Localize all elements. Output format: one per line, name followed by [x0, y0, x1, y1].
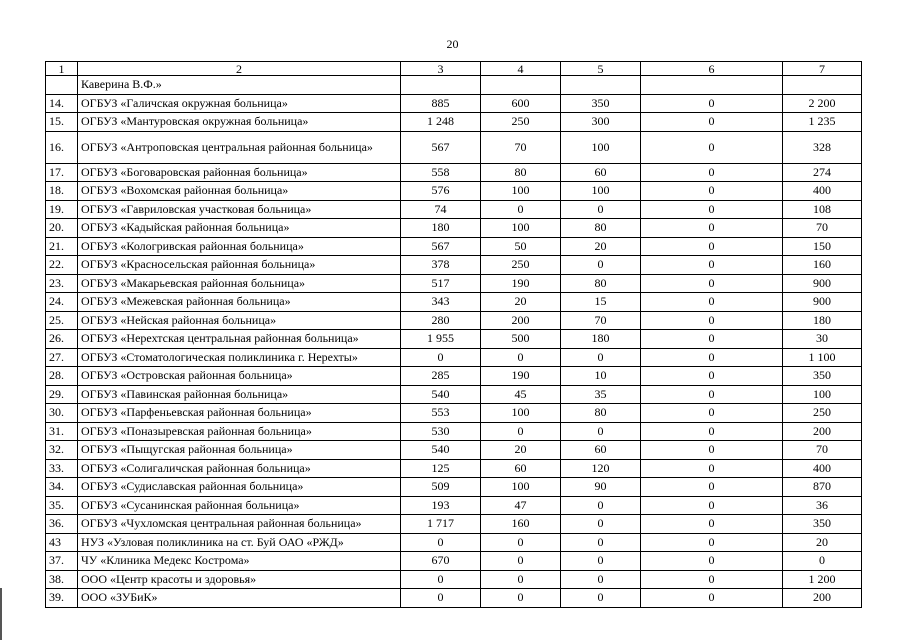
value-col-4	[481, 76, 561, 95]
value-col-7: 0	[783, 552, 862, 571]
organization-name: ОГБУЗ «Сусанинская районная больница»	[78, 496, 401, 515]
value-col-7: 350	[783, 515, 862, 534]
value-col-5: 80	[561, 404, 641, 423]
organization-name: ООО «Центр красоты и здоровья»	[78, 570, 401, 589]
value-col-7: 328	[783, 131, 862, 163]
value-col-6: 0	[641, 131, 783, 163]
value-col-7: 350	[783, 367, 862, 386]
value-col-5: 80	[561, 274, 641, 293]
value-col-4: 190	[481, 367, 561, 386]
row-number: 17.	[46, 163, 78, 182]
value-col-6: 0	[641, 200, 783, 219]
value-col-5: 35	[561, 385, 641, 404]
organization-name: ОГБУЗ «Вохомская районная больница»	[78, 182, 401, 201]
value-col-3: 670	[401, 552, 481, 571]
row-number: 25.	[46, 311, 78, 330]
value-col-5: 300	[561, 113, 641, 132]
value-col-7: 160	[783, 256, 862, 275]
organization-name: ОГБУЗ «Красносельская районная больница»	[78, 256, 401, 275]
value-col-4: 80	[481, 163, 561, 182]
value-col-6: 0	[641, 385, 783, 404]
value-col-6: 0	[641, 219, 783, 238]
value-col-5: 20	[561, 237, 641, 256]
value-col-6: 0	[641, 570, 783, 589]
column-header: 5	[561, 62, 641, 76]
value-col-7	[783, 76, 862, 95]
value-col-3: 1 717	[401, 515, 481, 534]
row-number: 28.	[46, 367, 78, 386]
table-row	[46, 200, 862, 219]
value-col-6: 0	[641, 367, 783, 386]
value-col-7: 150	[783, 237, 862, 256]
organization-name: ОГБУЗ «Стоматологическая поликлиника г. Нерехты»	[78, 348, 401, 367]
value-col-5: 0	[561, 570, 641, 589]
organization-name: ОГБУЗ «Галичская окружная больница»	[78, 94, 401, 113]
table-row	[46, 163, 862, 182]
row-number: 22.	[46, 256, 78, 275]
value-col-5: 0	[561, 515, 641, 534]
value-col-6: 0	[641, 256, 783, 275]
value-col-4: 200	[481, 311, 561, 330]
value-col-5: 0	[561, 422, 641, 441]
value-col-6: 0	[641, 182, 783, 201]
value-col-4: 0	[481, 533, 561, 552]
row-number: 36.	[46, 515, 78, 534]
table-row	[46, 219, 862, 238]
column-header: 7	[783, 62, 862, 76]
value-col-5: 90	[561, 478, 641, 497]
value-col-5: 80	[561, 219, 641, 238]
organization-name: ОГБУЗ «Кологривская районная больница»	[78, 237, 401, 256]
value-col-5	[561, 76, 641, 95]
value-col-4: 70	[481, 131, 561, 163]
value-col-5: 70	[561, 311, 641, 330]
table-row	[46, 441, 862, 460]
organization-name: ОГБУЗ «Гавриловская участковая больница»	[78, 200, 401, 219]
value-col-5: 100	[561, 182, 641, 201]
table-header-row	[46, 62, 862, 76]
value-col-3: 1 248	[401, 113, 481, 132]
value-col-3: 285	[401, 367, 481, 386]
value-col-7: 870	[783, 478, 862, 497]
value-col-3: 576	[401, 182, 481, 201]
row-number: 39.	[46, 589, 78, 608]
organization-name: ООО «ЗУБиК»	[78, 589, 401, 608]
table-row	[46, 348, 862, 367]
value-col-4: 0	[481, 348, 561, 367]
value-col-5: 0	[561, 533, 641, 552]
organization-name: ОГБУЗ «Мантуровская окружная больница»	[78, 113, 401, 132]
value-col-4: 100	[481, 219, 561, 238]
value-col-7: 250	[783, 404, 862, 423]
value-col-3: 509	[401, 478, 481, 497]
value-col-7: 400	[783, 459, 862, 478]
value-col-5: 0	[561, 200, 641, 219]
organization-name: НУЗ «Узловая поликлиника на ст. Буй ОАО «РЖД»	[78, 533, 401, 552]
organization-name: ЧУ «Клиника Медекс Кострома»	[78, 552, 401, 571]
value-col-6: 0	[641, 589, 783, 608]
table-row	[46, 422, 862, 441]
row-number: 27.	[46, 348, 78, 367]
value-col-4: 500	[481, 330, 561, 349]
data-table	[45, 61, 862, 608]
value-col-6: 0	[641, 348, 783, 367]
table-row	[46, 182, 862, 201]
value-col-6: 0	[641, 293, 783, 312]
value-col-4: 50	[481, 237, 561, 256]
value-col-4: 160	[481, 515, 561, 534]
page-number: 20	[446, 37, 459, 51]
value-col-5: 350	[561, 94, 641, 113]
table-row	[46, 76, 862, 95]
value-col-3: 280	[401, 311, 481, 330]
value-col-7: 900	[783, 274, 862, 293]
value-col-7: 1 200	[783, 570, 862, 589]
organization-name: ОГБУЗ «Макарьевская районная больница»	[78, 274, 401, 293]
scan-margin-mark	[0, 588, 2, 640]
value-col-6: 0	[641, 163, 783, 182]
value-col-7: 70	[783, 219, 862, 238]
row-number: 23.	[46, 274, 78, 293]
value-col-5: 0	[561, 589, 641, 608]
value-col-7: 200	[783, 422, 862, 441]
table-row	[46, 515, 862, 534]
value-col-3	[401, 76, 481, 95]
organization-name: ОГБУЗ «Нейская районная больница»	[78, 311, 401, 330]
value-col-4: 60	[481, 459, 561, 478]
table-row	[46, 367, 862, 386]
column-header: 6	[641, 62, 783, 76]
column-header: 2	[78, 62, 401, 76]
value-col-7: 900	[783, 293, 862, 312]
value-col-3: 193	[401, 496, 481, 515]
value-col-5: 180	[561, 330, 641, 349]
value-col-3: 567	[401, 131, 481, 163]
row-number: 38.	[46, 570, 78, 589]
row-number: 14.	[46, 94, 78, 113]
row-number: 29.	[46, 385, 78, 404]
value-col-3: 553	[401, 404, 481, 423]
organization-name: ОГБУЗ «Чухломская центральная районная больница»	[78, 515, 401, 534]
value-col-4: 0	[481, 570, 561, 589]
value-col-3: 74	[401, 200, 481, 219]
value-col-3: 0	[401, 570, 481, 589]
table-row	[46, 570, 862, 589]
organization-name: ОГБУЗ «Пыщугская районная больница»	[78, 441, 401, 460]
value-col-5: 0	[561, 496, 641, 515]
value-col-6: 0	[641, 552, 783, 571]
row-number: 18.	[46, 182, 78, 201]
value-col-7: 108	[783, 200, 862, 219]
value-col-6: 0	[641, 478, 783, 497]
row-number: 16.	[46, 131, 78, 163]
row-number: 19.	[46, 200, 78, 219]
organization-name: ОГБУЗ «Павинская районная больница»	[78, 385, 401, 404]
value-col-3: 517	[401, 274, 481, 293]
value-col-5: 0	[561, 256, 641, 275]
value-col-6: 0	[641, 274, 783, 293]
value-col-3: 567	[401, 237, 481, 256]
row-number: 43	[46, 533, 78, 552]
table-row	[46, 589, 862, 608]
value-col-3: 125	[401, 459, 481, 478]
table-row	[46, 311, 862, 330]
table-row	[46, 237, 862, 256]
organization-name: ОГБУЗ «Парфеньевская районная больница»	[78, 404, 401, 423]
value-col-6: 0	[641, 459, 783, 478]
organization-name: Каверина В.Ф.»	[78, 76, 401, 95]
table-row	[46, 478, 862, 497]
value-col-7: 70	[783, 441, 862, 460]
value-col-7: 2 200	[783, 94, 862, 113]
row-number: 15.	[46, 113, 78, 132]
value-col-3: 885	[401, 94, 481, 113]
value-col-3: 0	[401, 533, 481, 552]
table-row	[46, 274, 862, 293]
value-col-4: 20	[481, 293, 561, 312]
value-col-3: 0	[401, 589, 481, 608]
organization-name: ОГБУЗ «Межевская районная больница»	[78, 293, 401, 312]
row-number: 31.	[46, 422, 78, 441]
value-col-7: 180	[783, 311, 862, 330]
value-col-3: 1 955	[401, 330, 481, 349]
value-col-7: 200	[783, 589, 862, 608]
value-col-6: 0	[641, 404, 783, 423]
value-col-4: 20	[481, 441, 561, 460]
value-col-7: 20	[783, 533, 862, 552]
value-col-5: 60	[561, 163, 641, 182]
column-header: 4	[481, 62, 561, 76]
value-col-4: 250	[481, 113, 561, 132]
value-col-4: 0	[481, 200, 561, 219]
row-number: 35.	[46, 496, 78, 515]
value-col-4: 0	[481, 589, 561, 608]
value-col-6: 0	[641, 330, 783, 349]
table-row	[46, 256, 862, 275]
value-col-7: 1 100	[783, 348, 862, 367]
row-number: 33.	[46, 459, 78, 478]
value-col-5: 120	[561, 459, 641, 478]
value-col-5: 15	[561, 293, 641, 312]
column-header: 1	[46, 62, 78, 76]
value-col-7: 400	[783, 182, 862, 201]
row-number: 20.	[46, 219, 78, 238]
value-col-6: 0	[641, 496, 783, 515]
table-row	[46, 293, 862, 312]
organization-name: ОГБУЗ «Судиславская районная больница»	[78, 478, 401, 497]
value-col-6: 0	[641, 533, 783, 552]
value-col-4: 100	[481, 404, 561, 423]
organization-name: ОГБУЗ «Боговаровская районная больница»	[78, 163, 401, 182]
value-col-6: 0	[641, 515, 783, 534]
value-col-5: 0	[561, 348, 641, 367]
value-col-7: 100	[783, 385, 862, 404]
value-col-7: 1 235	[783, 113, 862, 132]
value-col-3: 378	[401, 256, 481, 275]
row-number: 34.	[46, 478, 78, 497]
organization-name: ОГБУЗ «Нерехтская центральная районная больница»	[78, 330, 401, 349]
value-col-5: 0	[561, 552, 641, 571]
value-col-6	[641, 76, 783, 95]
row-number: 37.	[46, 552, 78, 571]
organization-name: ОГБУЗ «Антроповская центральная районная больница»	[78, 131, 401, 163]
value-col-4: 250	[481, 256, 561, 275]
value-col-4: 100	[481, 478, 561, 497]
table-row	[46, 385, 862, 404]
value-col-7: 30	[783, 330, 862, 349]
value-col-4: 100	[481, 182, 561, 201]
value-col-6: 0	[641, 311, 783, 330]
table-row	[46, 404, 862, 423]
value-col-3: 343	[401, 293, 481, 312]
value-col-3: 558	[401, 163, 481, 182]
value-col-4: 45	[481, 385, 561, 404]
value-col-6: 0	[641, 422, 783, 441]
value-col-3: 540	[401, 441, 481, 460]
value-col-5: 100	[561, 131, 641, 163]
table-row	[46, 113, 862, 132]
value-col-4: 600	[481, 94, 561, 113]
value-col-4: 47	[481, 496, 561, 515]
organization-name: ОГБУЗ «Кадыйская районная больница»	[78, 219, 401, 238]
table-row	[46, 330, 862, 349]
row-number: 21.	[46, 237, 78, 256]
row-number: 32.	[46, 441, 78, 460]
row-number: 30.	[46, 404, 78, 423]
row-number: 26.	[46, 330, 78, 349]
value-col-7: 274	[783, 163, 862, 182]
organization-name: ОГБУЗ «Поназыревская районная больница»	[78, 422, 401, 441]
value-col-5: 60	[561, 441, 641, 460]
value-col-6: 0	[641, 94, 783, 113]
row-number	[46, 76, 78, 95]
row-number: 24.	[46, 293, 78, 312]
value-col-4: 190	[481, 274, 561, 293]
value-col-5: 10	[561, 367, 641, 386]
value-col-6: 0	[641, 237, 783, 256]
value-col-6: 0	[641, 113, 783, 132]
value-col-3: 530	[401, 422, 481, 441]
organization-name: ОГБУЗ «Солигаличская районная больница»	[78, 459, 401, 478]
value-col-3: 180	[401, 219, 481, 238]
table-row	[46, 94, 862, 113]
value-col-4: 0	[481, 552, 561, 571]
table-row	[46, 552, 862, 571]
table-row	[46, 459, 862, 478]
column-header: 3	[401, 62, 481, 76]
value-col-7: 36	[783, 496, 862, 515]
table-row	[46, 131, 862, 163]
value-col-4: 0	[481, 422, 561, 441]
organization-name: ОГБУЗ «Островская районная больница»	[78, 367, 401, 386]
value-col-3: 540	[401, 385, 481, 404]
value-col-3: 0	[401, 348, 481, 367]
table-row	[46, 496, 862, 515]
table-row	[46, 533, 862, 552]
value-col-6: 0	[641, 441, 783, 460]
